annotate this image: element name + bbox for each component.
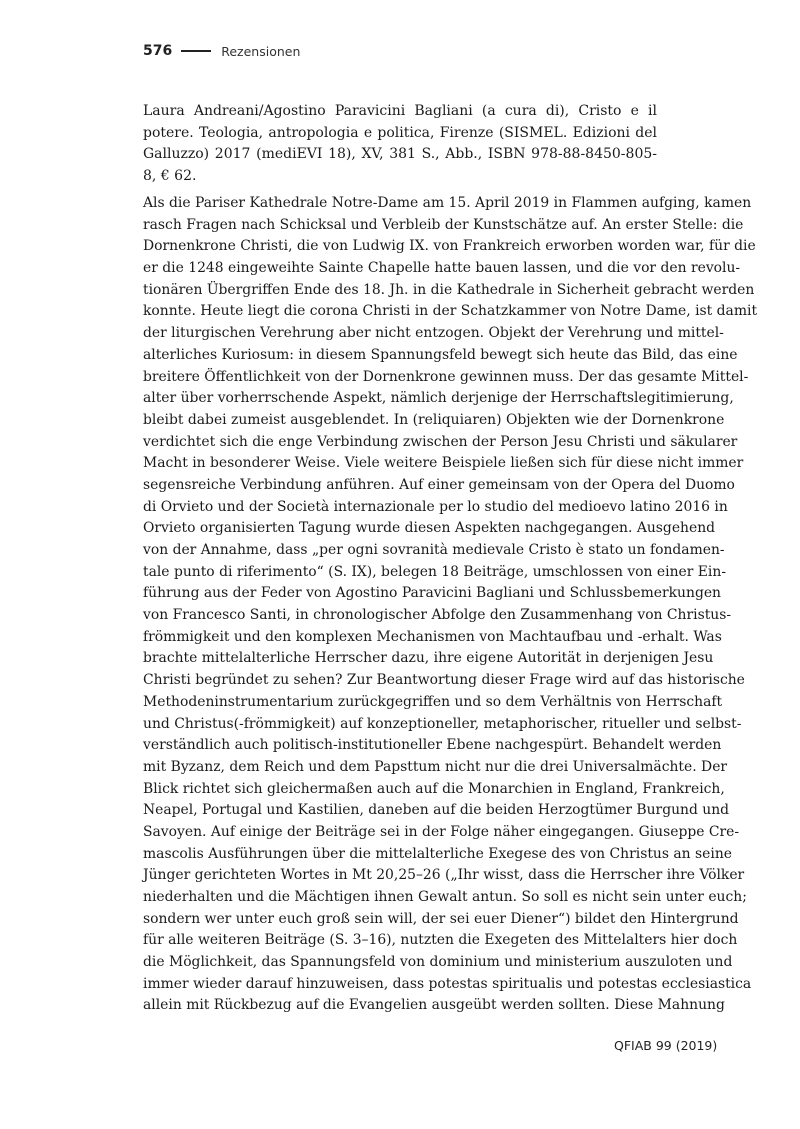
body-line: mit Byzanz, dem Reich und dem Papsttum nicht nur die drei Universalmächte. Der	[143, 758, 728, 775]
body-line: Christi begründet zu sehen? Zur Beantwortung dieser Frage wird auf das historische	[143, 672, 745, 689]
body-line: konnte. Heute liegt die corona Christi in der Schatzkammer von Notre Dame, ist damit	[143, 303, 758, 320]
body-line: frömmigkeit und den komplexen Mechanismen von Machtaufbau und -erhalt. Was	[143, 628, 722, 645]
body-line: alter über vorherrschende Aspekt, nämlich derjenige der Herrschaftslegitimierung,	[143, 390, 734, 407]
body-line: für alle weiteren Beiträge (S. 3–16), nutzten die Exegeten des Mittelalters hier doch	[143, 932, 738, 949]
body-line: Methodeninstrumentarium zurückgegriffen und so dem Verhältnis von Herrschaft	[143, 693, 723, 710]
body-line: brachte mittelalterliche Herrscher dazu, ihre eigene Autorität in derjenigen Jesu	[143, 650, 714, 667]
body-line: mascolis Ausführungen über die mittelalterliche Exegese des von Christus an seine	[143, 845, 732, 862]
body-line: Dornenkrone Christi, die von Ludwig IX. von Frankreich erworben worden war, für die	[143, 238, 756, 255]
body-line: niederhalten und die Mächtigen ihnen Gewalt antun. So soll es nicht sein unter euch;	[143, 889, 747, 905]
body-line: Orvieto organisierten Tagung wurde diesen Aspekten nachgegangen. Ausgehend	[143, 520, 716, 537]
body-line: verdichtet sich die enge Verbindung zwischen der Person Jesu Christi und säkularer	[143, 433, 738, 450]
body-line: führung aus der Feder von Agostino Paravicini Bagliani und Schlussbemerkungen	[143, 585, 722, 602]
running-header	[143, 43, 300, 59]
body-line: di Orvieto und der Società internazionale per lo studio del medioevo latino 2016 in	[143, 498, 728, 515]
body-line: alterliches Kuriosum: in diesem Spannungsfeld bewegt sich heute das Bild, das eine	[143, 346, 738, 363]
body-line: Neapel, Portugal und Kastilien, daneben auf die beiden Herzogtümer Burgund und	[143, 802, 730, 819]
body-line: von der Annahme, dass „per ogni sovranità medievale Cristo è stato un fondamen-	[143, 542, 725, 558]
body-line: verständlich auch politisch-institutioneller Ebene nachgespürt. Behandelt werden	[143, 737, 722, 754]
review-citation: Laura Andreani/Agostino Paravicini Bagliani (a cura di), Cristo e il potere. Teologia, antropologia e politica, Firenze (SISMEL. Edizioni del Galluzzo) 2017 (mediEVI 18), XV, 381 S., Abb., ISBN 978-88-8450-805-8, € 62.	[143, 103, 657, 184]
body-line: der liturgischen Verehrung aber nicht entzogen. Objekt der Verehrung und mittel-	[143, 325, 724, 342]
body-line: rasch Fragen nach Schicksal und Verbleib der Kunstschätze auf. An erster Stelle: die	[143, 216, 744, 233]
body-line: bleibt dabei zumeist ausgeblendet. In (reliquiaren) Objekten wie der Dornenkrone	[143, 411, 725, 428]
header-rule	[181, 50, 211, 53]
body-line: Jünger gerichteten Wortes in Mt 20,25–26 („Ihr wisst, dass die Herrscher ihre Völker	[143, 867, 745, 884]
body-line: Savoyen. Auf einige der Beiträge sei in der Folge näher eingegangen. Giuseppe Cre-	[143, 823, 740, 840]
body-line: sondern wer unter euch groß sein will, der sei euer Diener“) bildet den Hintergrund	[143, 910, 739, 927]
body-line: allein mit Rückbezug auf die Evangelien ausgeübt werden sollten. Diese Mahnung	[143, 997, 725, 1014]
body-line: und Christus(-frömmigkeit) auf konzeptioneller, metaphorischer, ritueller und selbst-	[143, 715, 742, 732]
body-line: immer wieder darauf hinzuweisen, dass potestas spiritualis und potestas ecclesiastica	[143, 975, 752, 992]
body-line: breitere Öffentlichkeit von der Dornenkrone gewinnen muss. Der das gesamte Mittel-	[143, 368, 749, 385]
section-title: Rezensionen	[221, 43, 301, 59]
body-line: segensreiche Verbindung anführen. Auf einer gemeinsam von der Opera del Duomo	[143, 476, 735, 493]
body-line: er die 1248 eingeweihte Sainte Chapelle hatte bauen lassen, und die vor den revolu-	[143, 260, 741, 277]
body-line: Macht in besonderer Weise. Viele weitere Beispiele ließen sich für diese nicht immer	[143, 455, 744, 472]
journal-footer: QFIAB 99 (2019)	[614, 1038, 718, 1053]
body-line: tale punto di riferimento“ (S. IX), belegen 18 Beiträge, umschlossen von einer Ein-	[143, 563, 727, 580]
body-line: Als die Pariser Kathedrale Notre-Dame am 15. April 2019 in Flammen aufging, kamen	[143, 195, 752, 211]
body-line: von Francesco Santi, in chronologischer Abfolge den Zusammenhang von Christus-	[143, 607, 732, 624]
body-line: tionären Übergriffen Ende des 18. Jh. in die Kathedrale in Sicherheit gebracht werden	[143, 281, 755, 298]
page-number: 576	[143, 43, 173, 59]
body-line: Blick richtet sich gleichermaßen auch auf die Monarchien in England, Frankreich,	[143, 780, 725, 797]
review-body	[143, 193, 758, 1017]
body-line: die Möglichkeit, das Spannungsfeld von dominium und ministerium auszuloten und	[143, 954, 733, 971]
